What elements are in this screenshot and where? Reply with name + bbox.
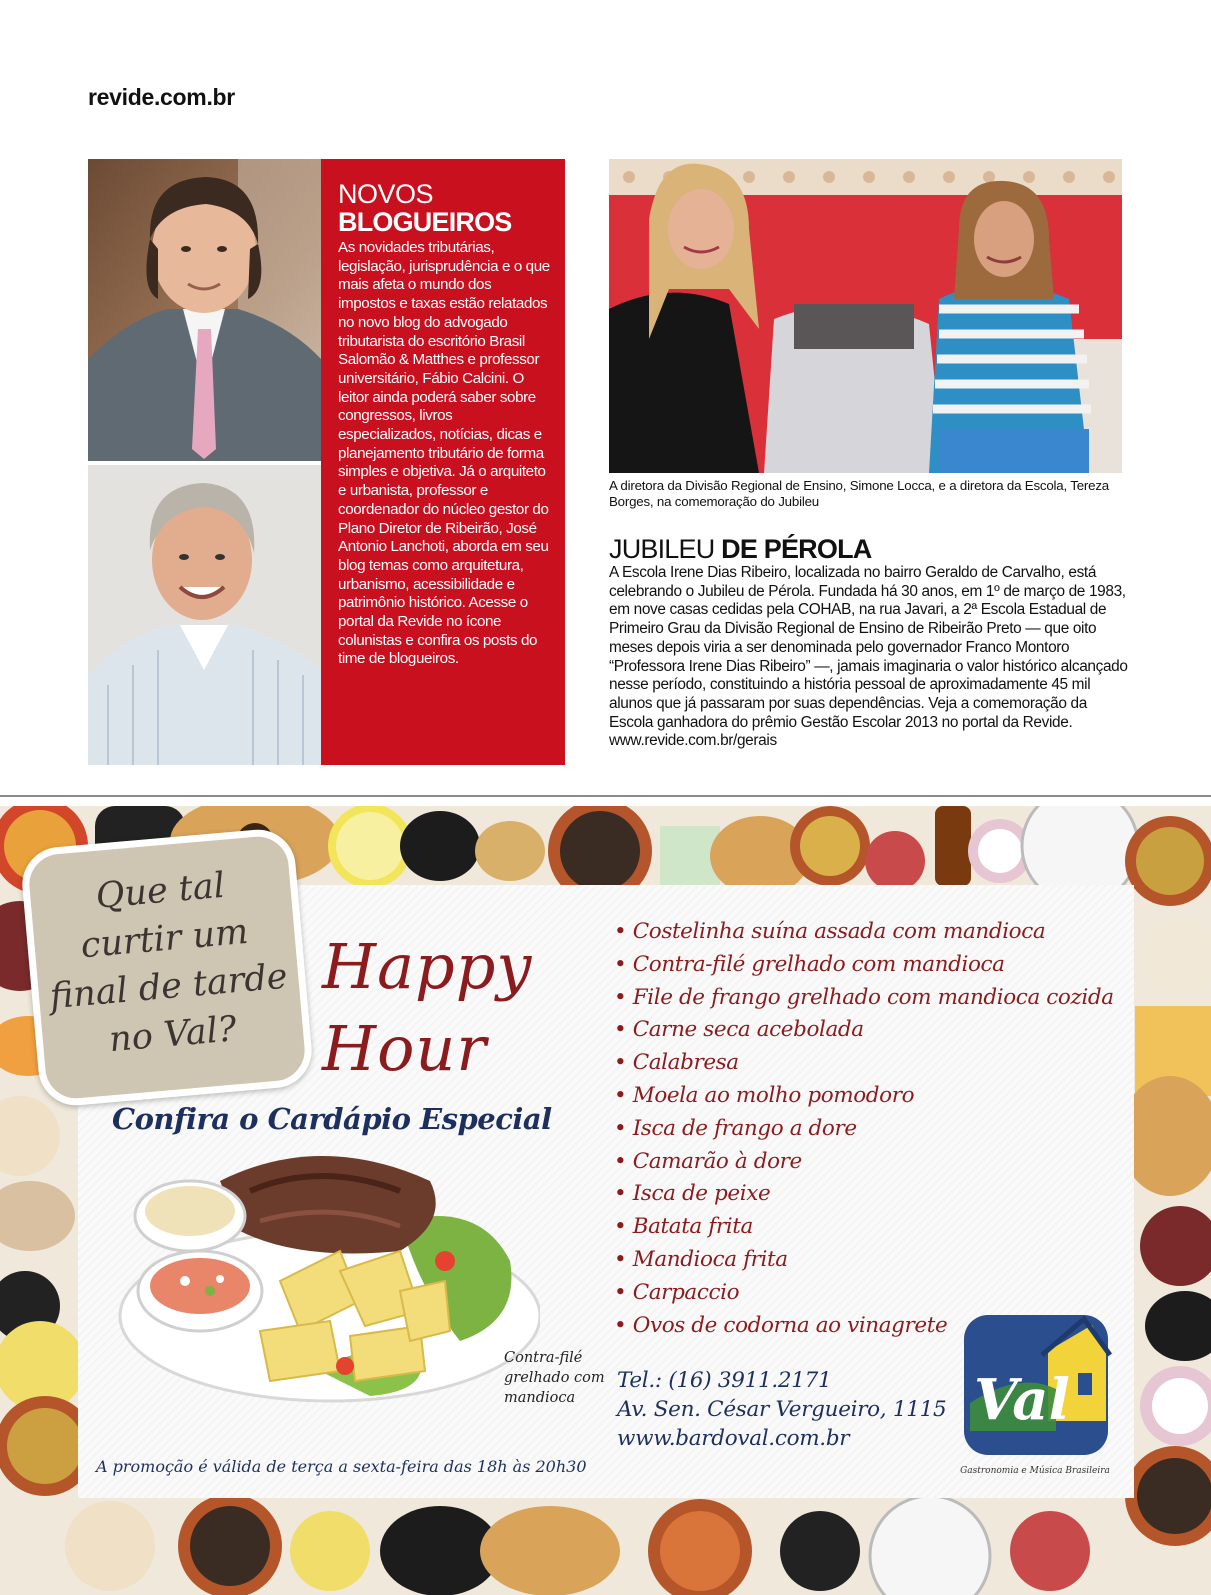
bar-do-val-advertisement	[0, 806, 1211, 1595]
logo-tagline: Gastronomia e Música Brasileira	[960, 1466, 1110, 1476]
blog-feature-box	[321, 159, 565, 765]
menu-item: • Carpaccio	[614, 1277, 1114, 1310]
happy-line: Happy	[322, 930, 533, 1003]
jubileu-title	[609, 533, 871, 565]
section-divider	[0, 795, 1211, 797]
menu-item: • Contra-filé grelhado com mandioca	[614, 949, 1114, 982]
menu-item: • Mandioca frita	[614, 1244, 1114, 1277]
plate-caption	[504, 1348, 605, 1408]
menu-item: • Isca de peixe	[614, 1178, 1114, 1211]
food-plate-image	[100, 1141, 540, 1411]
menu-item: • Camarão à dore	[614, 1146, 1114, 1179]
menu-item: • File de frango grelhado com mandioca cozida	[614, 982, 1114, 1015]
jubileu-title-bold: DE PÉROLA	[721, 534, 872, 564]
menu-item: • Carne seca acebolada	[614, 1014, 1114, 1047]
happy-hour-title	[322, 926, 532, 1090]
blog-kicker: NOVOS	[338, 179, 434, 209]
blog-headline: BLOGUEIROS	[338, 207, 512, 237]
bubble-line: curtir um	[79, 911, 250, 967]
bubble-line: Que tal	[94, 865, 227, 917]
val-logo	[960, 1311, 1112, 1459]
menu-item: • Moela ao molho pomodoro	[614, 1080, 1114, 1113]
street-address: Av. Sen. César Vergueiro, 1115	[617, 1397, 947, 1422]
question-bubble	[19, 827, 315, 1109]
logo-word: Val	[974, 1367, 1070, 1433]
plate-caption-line: grelhado com	[504, 1370, 605, 1386]
bubble-line: final de tarde	[48, 956, 290, 1018]
photo-caption: A diretora da Divisão Regional de Ensino, Simone Locca, e a diretora da Escola, Tereza Borges, na comemoração do Jubileu	[609, 478, 1109, 509]
site-url[interactable]: revide.com.br	[88, 84, 235, 110]
phone-number[interactable]: Tel.: (16) 3911.2171	[617, 1368, 832, 1393]
bubble-line: no Val?	[107, 1009, 239, 1061]
menu-item: • Isca de frango a dore	[614, 1113, 1114, 1146]
promo-note: A promoção é válida de terça a sexta-feira das 18h às 20h30	[96, 1457, 587, 1476]
menu-item: • Calabresa	[614, 1047, 1114, 1080]
menu-item: • Batata frita	[614, 1211, 1114, 1244]
jubileu-title-light: JUBILEU	[609, 534, 722, 564]
bubble-text	[29, 856, 305, 1070]
portrait-fabio-calcini	[88, 159, 321, 461]
jubileu-body: A Escola Irene Dias Ribeiro, localizada no bairro Geraldo de Carvalho, está celebrando o Jubileu de Pérola. Fundada há 30 anos, em 1º de março de 1983, em nove casas cedidas pela COHAB, na rua Javari, a 2ª Escola Estadual de Primeiro Grau da Divisão Regional de Ensino de Ribeirão Preto — que oito meses depois viria a ser denominada pelo governador Franco Montoro “Professora Irene Dias Ribeiro” —, jamais imaginaria o valor histórico alcançado nesse período, constituindo a história pessoal de aproximadamente 45 mil alunos que já passaram por suas dependências. Veja a comemoração da Escola ganhadora do prêmio Gestão Escolar 2013 no portal da Revide. www.revide.com.br/gerais	[609, 564, 1128, 750]
plate-caption-line: Contra-filé	[504, 1350, 583, 1366]
menu-item: • Ovos de codorna ao vinagrete	[614, 1310, 1114, 1343]
portrait-jose-antonio-lanchoti	[88, 465, 321, 765]
menu-heading: Confira o Cardápio Especial	[112, 1102, 552, 1136]
website-link[interactable]: www.bardoval.com.br	[617, 1426, 850, 1451]
plate-caption-line: mandioca	[504, 1390, 576, 1406]
contact-info	[617, 1366, 946, 1453]
menu-item: • Costelinha suína assada com mandioca	[614, 916, 1114, 949]
happy-line: Hour	[322, 1012, 487, 1085]
special-menu-list	[614, 916, 1114, 1342]
jubileu-event-photo	[609, 159, 1122, 473]
blog-body: As novidades tributárias, legislação, jurisprudência e o que mais afeta o mundo dos impostos e taxas estão relatados no novo blog do advogado tributarista do escritório Brasil Salomão & Matthes e professor universitário, Fábio Calcini. O leitor ainda poderá saber sobre congressos, livros especializados, notícias, dicas e planejamento tributário de forma simples e objetiva. Já o arquiteto e urbanista, professor e coordenador do núcleo gestor do Plano Diretor de Ribeirão, José Antonio Lanchoti, aborda em seu blog temas como arquitetura, urbanismo, acessibilidade e patrimônio histórico. Acesse o portal da Revide no ícone colunistas e confira os posts do time de blogueiros.	[338, 239, 550, 668]
